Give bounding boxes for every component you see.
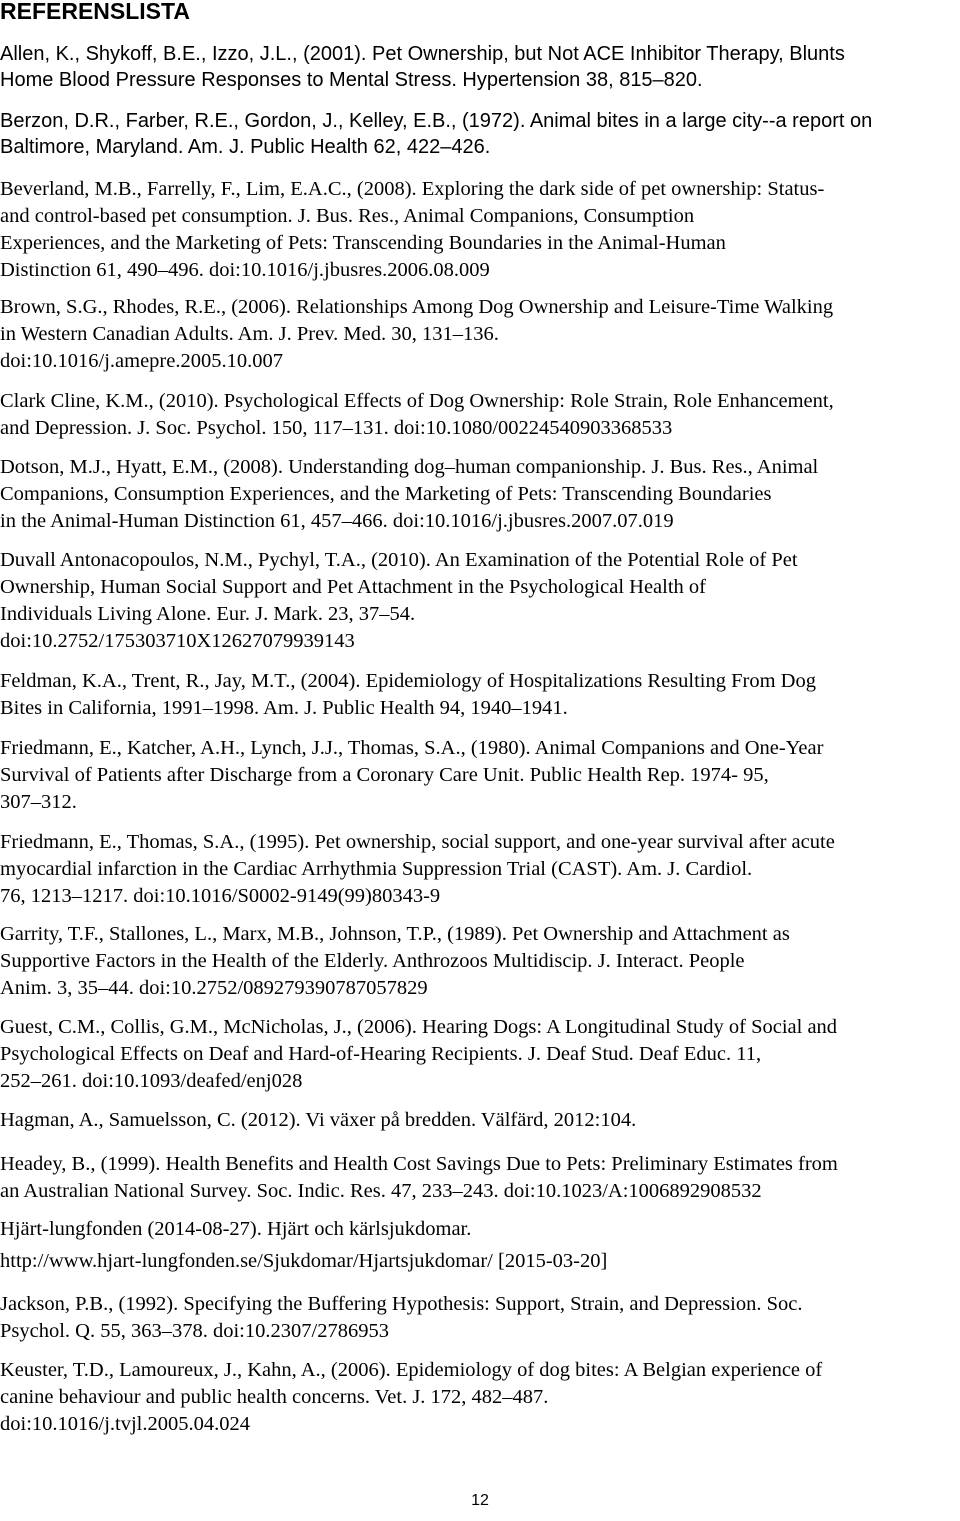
reference-line: in the Animal-Human Distinction 61, 457–466. doi:10.1016/j.jbusres.2007.07.019 [0,510,674,532]
reference-line: doi:10.2752/175303710X12627079939143 [0,630,355,652]
reference-entry [0,108,958,160]
reference-line: canine behaviour and public health concerns. Vet. J. 172, 482–487. [0,1386,549,1408]
reference-entry [0,1107,958,1134]
reference-line: Berzon, D.R., Farber, R.E., Gordon, J., Kelley, E.B., (1972). Animal bites in a large city--a report on [0,110,873,132]
reference-line: Garrity, T.F., Stallones, L., Marx, M.B., Johnson, T.P., (1989). Pet Ownership and Attachment as [0,923,790,945]
reference-line: Anim. 3, 35–44. doi:10.2752/089279390787057829 [0,977,428,999]
reference-line: Guest, C.M., Collis, G.M., McNicholas, J., (2006). Hearing Dogs: A Longitudinal Study of Social and [0,1016,838,1038]
reference-entry [0,41,958,93]
reference-line: myocardial infarction in the Cardiac Arrhythmia Suppression Trial (CAST). Am. J. Cardiol. [0,858,753,880]
reference-line: Beverland, M.B., Farrelly, F., Lim, E.A.C., (2008). Exploring the dark side of pet ownership: Status- [0,178,825,200]
reference-entry [0,294,958,375]
reference-line: Allen, K., Shykoff, B.E., Izzo, J.L., (2001). Pet Ownership, but Not ACE Inhibitor Therapy, Blunts [0,43,845,65]
reference-line: in Western Canadian Adults. Am. J. Prev. Med. 30, 131–136. [0,323,499,345]
reference-line: 76, 1213–1217. doi:10.1016/S0002-9149(99)80343-9 [0,885,441,907]
reference-line: Supportive Factors in the Health of the Elderly. Anthrozoos Multidiscip. J. Interact. People [0,950,745,972]
reference-line: and Depression. J. Soc. Psychol. 150, 117–131. doi:10.1080/00224540903368533 [0,417,673,439]
reference-line: Baltimore, Maryland. Am. J. Public Health 62, 422–426. [0,136,491,158]
reference-line: Hagman, A., Samuelsson, C. (2012). Vi växer på bredden. Välfärd, 2012:104. [0,1109,637,1131]
reference-line: Distinction 61, 490–496. doi:10.1016/j.jbusres.2006.08.009 [0,259,490,281]
reference-entry [0,454,958,535]
reference-line: an Australian National Survey. Soc. Indic. Res. 47, 233–243. doi:10.1023/A:1006892908532 [0,1180,762,1202]
reference-line: Survival of Patients after Discharge from a Coronary Care Unit. Public Health Rep. 1974- 95, [0,764,769,786]
reference-line: Hjärt-lungfonden (2014-08-27). Hjärt och kärlsjukdomar. [0,1218,472,1240]
reference-line: Duvall Antonacopoulos, N.M., Pychyl, T.A., (2010). An Examination of the Potential Role of Pet [0,549,798,571]
reference-line: Home Blood Pressure Responses to Mental Stress. Hypertension 38, 815–820. [0,69,703,91]
reference-entry [0,921,958,1002]
reference-entry [0,668,958,722]
reference-line: Ownership, Human Social Support and Pet Attachment in the Psychological Health of [0,576,706,598]
page-number: 12 [471,1492,489,1509]
reference-entry [0,1151,958,1205]
reference-line: Clark Cline, K.M., (2010). Psychological Effects of Dog Ownership: Role Strain, Role Enhancement, [0,390,834,412]
reference-line: Experiences, and the Marketing of Pets: Transcending Boundaries in the Animal-Human [0,232,726,254]
reference-line: Friedmann, E., Katcher, A.H., Lynch, J.J., Thomas, S.A., (1980). Animal Companions and One-Year [0,737,824,759]
reference-line: doi:10.1016/j.tvjl.2005.04.024 [0,1413,250,1435]
page-heading: REFERENSLISTA [0,0,190,24]
reference-line: 307–312. [0,791,77,813]
reference-line: Psychol. Q. 55, 363–378. doi:10.2307/2786953 [0,1320,389,1342]
reference-entry [0,829,958,910]
reference-line: 252–261. doi:10.1093/deafed/enj028 [0,1070,303,1092]
reference-line: Bites in California, 1991–1998. Am. J. Public Health 94, 1940–1941. [0,697,568,719]
reference-entry [0,1357,958,1438]
reference-line: Brown, S.G., Rhodes, R.E., (2006). Relationships Among Dog Ownership and Leisure-Time Walking [0,296,834,318]
reference-line: Feldman, K.A., Trent, R., Jay, M.T., (2004). Epidemiology of Hospitalizations Resulting From Dog [0,670,816,692]
reference-link[interactable]: http://www.hjart-lungfonden.se/Sjukdomar/Hjartsjukdomar/ [2015-03-20] [0,1250,608,1272]
reference-line: Dotson, M.J., Hyatt, E.M., (2008). Understanding dog–human companionship. J. Bus. Res., Animal [0,456,819,478]
reference-line: Headey, B., (1999). Health Benefits and Health Cost Savings Due to Pets: Preliminary Estimates from [0,1153,838,1175]
reference-entry [0,176,958,284]
reference-line: Jackson, P.B., (1992). Specifying the Buffering Hypothesis: Support, Strain, and Depression. Soc. [0,1293,803,1315]
reference-entry [0,388,958,442]
reference-entry [0,735,958,816]
reference-line: and control-based pet consumption. J. Bus. Res., Animal Companions, Consumption [0,205,695,227]
reference-line: Friedmann, E., Thomas, S.A., (1995). Pet ownership, social support, and one-year survival after acute [0,831,835,853]
reference-entry [0,547,958,655]
reference-line: Individuals Living Alone. Eur. J. Mark. 23, 37–54. [0,603,416,625]
reference-entry [0,1014,958,1095]
reference-line: Companions, Consumption Experiences, and the Marketing of Pets: Transcending Boundaries [0,483,772,505]
reference-line: Psychological Effects on Deaf and Hard-of-Hearing Recipients. J. Deaf Stud. Deaf Educ. 11, [0,1043,762,1065]
reference-line: Keuster, T.D., Lamoureux, J., Kahn, A., (2006). Epidemiology of dog bites: A Belgian experience of [0,1359,823,1381]
reference-entry [0,1291,958,1345]
reference-line: doi:10.1016/j.amepre.2005.10.007 [0,350,283,372]
reference-entry [0,1216,958,1275]
